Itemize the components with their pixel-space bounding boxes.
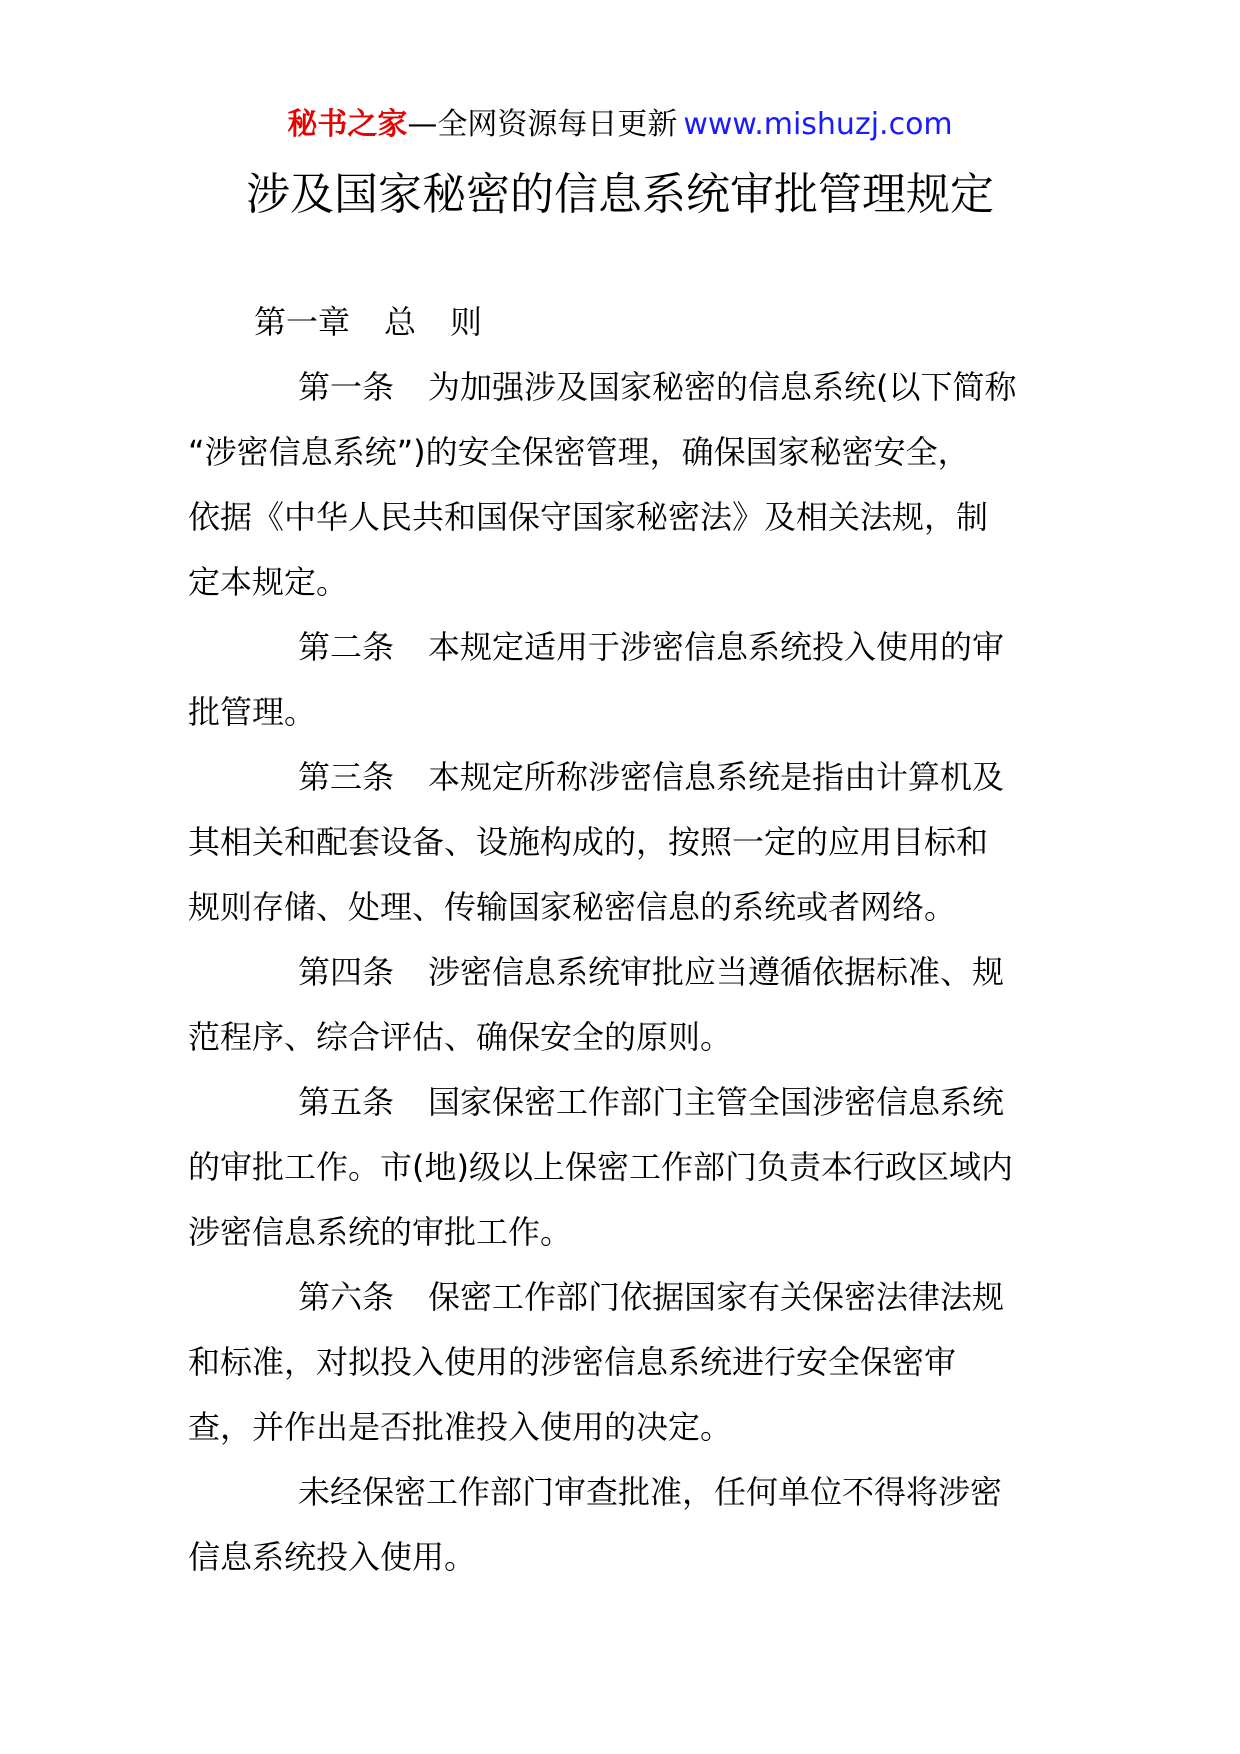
paragraph-line <box>188 1265 1058 1330</box>
line-text: 定本规定。 <box>188 563 349 601</box>
paragraph-line <box>188 745 1058 810</box>
line-text: 信息系统投入使用。 <box>188 1538 477 1576</box>
chapter-name-1: 总 <box>384 303 417 341</box>
article-label: 第三条 <box>298 758 395 796</box>
paragraph-line <box>188 1525 1058 1590</box>
article-label: 第五条 <box>298 1083 395 1121</box>
paragraph-line <box>188 680 1058 745</box>
site-url[interactable]: www.mishuzj.com <box>683 107 953 142</box>
article-label: 第六条 <box>298 1278 395 1316</box>
line-text: 的审批工作。市(地)级以上保密工作部门负责本行政区域内 <box>188 1148 1013 1186</box>
line-text: 涉密信息系统审批应当遵循依据标准、规 <box>428 953 1005 991</box>
paragraph-line <box>188 420 1058 485</box>
line-text: 为加强涉及国家秘密的信息系统(以下简称 <box>428 368 1017 406</box>
line-text: 规则存储、处理、传输国家秘密信息的系统或者网络。 <box>188 888 957 926</box>
line-text: 本规定所称涉密信息系统是指由计算机及 <box>428 758 1005 796</box>
chapter-label: 第一章 <box>254 303 351 341</box>
line-text: 其相关和配套设备、设施构成的，按照一定的应用目标和 <box>188 823 989 861</box>
paragraph-line <box>188 1330 1058 1395</box>
document-body <box>188 290 1058 1590</box>
line-text: 范程序、综合评估、确保安全的原则。 <box>188 1018 733 1056</box>
chapter-heading <box>188 290 1058 355</box>
line-text: 保密工作部门依据国家有关保密法律法规 <box>428 1278 1005 1316</box>
document-title: 涉及国家秘密的信息系统审批管理规定 <box>246 169 994 220</box>
header-tagline: —全网资源每日更新 <box>407 107 678 142</box>
paragraph-line <box>188 355 1058 420</box>
line-text: “涉密信息系统”)的安全保密管理，确保国家秘密安全， <box>188 433 970 471</box>
paragraph-line <box>188 810 1058 875</box>
paragraph-line <box>188 1200 1058 1265</box>
article-label: 第四条 <box>298 953 395 991</box>
line-text: 和标准，对拟投入使用的涉密信息系统进行安全保密审 <box>188 1343 957 1381</box>
paragraph-line <box>188 1395 1058 1460</box>
paragraph-line <box>188 1135 1058 1200</box>
paragraph-line <box>188 550 1058 615</box>
paragraph-line <box>188 875 1058 940</box>
article-label: 第一条 <box>298 368 395 406</box>
line-text: 依据《中华人民共和国保守国家秘密法》及相关法规，制 <box>188 498 989 536</box>
line-text: 涉密信息系统的审批工作。 <box>188 1213 573 1251</box>
article-label: 第二条 <box>298 628 395 666</box>
paragraph-line <box>188 1005 1058 1070</box>
line-text: 未经保密工作部门审查批准，任何单位不得将涉密 <box>298 1473 1003 1511</box>
paragraph-line <box>188 485 1058 550</box>
line-text: 国家保密工作部门主管全国涉密信息系统 <box>428 1083 1005 1121</box>
line-text: 本规定适用于涉密信息系统投入使用的审 <box>428 628 1005 666</box>
paragraph-line <box>188 1070 1058 1135</box>
paragraph-line <box>188 940 1058 1005</box>
paragraph-line <box>188 615 1058 680</box>
line-text: 查，并作出是否批准投入使用的决定。 <box>188 1408 733 1446</box>
chapter-name-2: 则 <box>450 303 483 341</box>
site-header <box>0 100 1240 150</box>
brand-name: 秘书之家 <box>287 107 408 142</box>
line-text: 批管理。 <box>188 693 317 731</box>
paragraph-line <box>188 1460 1058 1525</box>
